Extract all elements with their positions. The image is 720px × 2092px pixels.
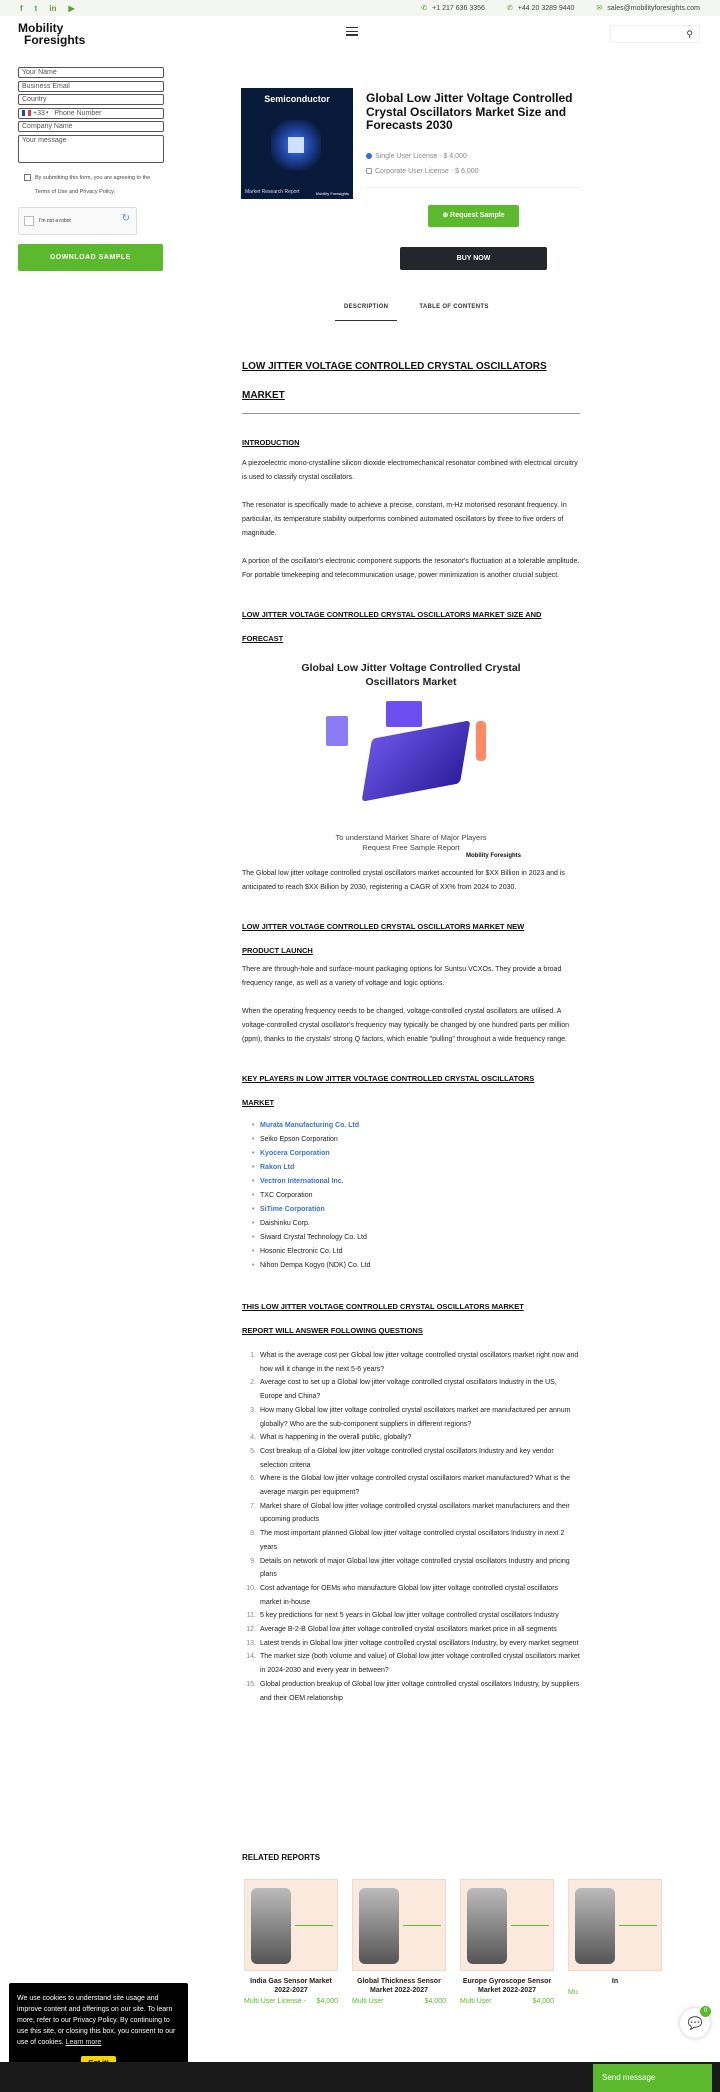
heading-rule — [242, 413, 580, 414]
launch-heading: LOW JITTER VOLTAGE CONTROLLED CRYSTAL OSCILLATORS MARKET NEW PRODUCT LAUNCH — [242, 922, 525, 955]
question-item: 2. Average cost to set up a Global low jitter voltage controlled crystal oscillators Industry in the US, Europe and China? — [242, 1376, 580, 1403]
chip-icon — [271, 120, 321, 170]
consent-checkbox[interactable] — [24, 174, 31, 181]
question-item: 15. Global production breakup of Global low jitter voltage controlled crystal oscillators Industry, by suppliers and their OEM relationship — [242, 1678, 580, 1705]
question-number: 15. — [246, 1680, 256, 1688]
intro-paragraph: A portion of the oscillator's electronic component supports the resonator's fluctuation at a tolerable amplitude. For portable timekeeping and telecommunication usage, power minimization is another crucial subject. — [242, 558, 580, 579]
product-title: Global Low Jitter Voltage Controlled Crystal Oscillators Market Size and Forecasts 2030 — [366, 91, 573, 132]
price: $4,000 — [316, 1998, 338, 2005]
report-thumbnail[interactable] — [460, 1879, 554, 1971]
question-number: 13. — [246, 1639, 256, 1647]
question-item: 6. Where is the Global low jitter voltage controlled crystal oscillators market manufactured? What is the average margin per equipment? — [242, 1472, 580, 1499]
launch-paragraph: When the operating frequency needs to be changed, voltage-controlled crystal oscillators are utilised. A voltage-controlled crystal oscillator's frequency may typically be changed by one hundred parts per million (ppm), thanks to the crystals' strong Q factors, which enable "pulling" throughout a wide frequency range. — [242, 1008, 570, 1043]
france-flag-icon[interactable] — [22, 110, 31, 116]
download-icon: ⊕ — [442, 212, 451, 219]
recaptcha[interactable]: I'm not a robot ↻ — [18, 207, 137, 235]
question-number: 9. — [250, 1557, 256, 1565]
question-number: 3. — [250, 1406, 256, 1414]
player-item[interactable]: • Rakon Ltd — [252, 1161, 580, 1175]
search-icon[interactable]: ⚲ — [686, 29, 693, 39]
report-thumbnail[interactable] — [568, 1879, 662, 1971]
license-label: Multi User — [352, 1998, 384, 2005]
player-item: • Seiko Epson Corporation — [252, 1133, 580, 1147]
question-number: 8. — [250, 1530, 256, 1538]
company-field[interactable]: Company Name — [18, 121, 164, 132]
size-paragraph: The Global low jitter voltage controlled crystal oscillators market accounted for $XX Billion in 2023 and is anticipated to reach $XX Billion by 2030, registering a CAGR of XX% from 2024 to 2030. — [242, 870, 565, 891]
license-corporate[interactable]: Corporate User License - $ 6,000 — [366, 168, 479, 175]
sample-request-form — [18, 67, 164, 271]
player-item: • Siward Crystal Technology Co. Ltd — [252, 1231, 580, 1245]
question-item: 14. The market size (both volume and value) of Global low jitter voltage controlled crystal oscillators market in 2024-2030 and every year in between? — [242, 1650, 580, 1677]
country-field[interactable]: Country — [18, 94, 164, 105]
question-number: 4. — [250, 1434, 256, 1442]
name-field[interactable]: Your Name — [18, 67, 164, 78]
related-report-title[interactable]: Global Thickness Sensor Market 2022-2027 — [357, 1978, 441, 1994]
site-logo[interactable]: Mobility Foresights — [18, 21, 86, 47]
twitter-icon[interactable]: t — [34, 3, 38, 13]
question-item: 9. Details on network of major Global low jitter voltage controlled crystal oscillators Industry and pricing plans — [242, 1555, 580, 1582]
tab-table-of-contents[interactable]: TABLE OF CONTENTS — [419, 304, 489, 310]
top-bar — [0, 0, 720, 16]
question-item: 4. What is happening in the overall public, globally? — [242, 1431, 580, 1445]
linkedin-icon[interactable]: in — [49, 3, 57, 13]
phone-icon: ✆ — [506, 5, 513, 12]
question-item: 8. The most important planned Global low jitter voltage controlled crystal oscillators Industry in next 2 years — [242, 1527, 580, 1554]
tab-description[interactable]: DESCRIPTION — [335, 304, 397, 321]
intro-heading: INTRODUCTION — [242, 438, 300, 447]
search-input[interactable] — [610, 25, 700, 43]
price: $4,000 — [532, 1998, 554, 2005]
recaptcha-icon: ↻ — [121, 212, 130, 224]
recaptcha-checkbox[interactable] — [24, 216, 34, 226]
report-description — [242, 352, 580, 1705]
player-item[interactable]: • Kyocera Corporation — [252, 1147, 580, 1161]
youtube-icon[interactable]: ▶ — [68, 3, 75, 13]
isometric-illustration — [366, 701, 466, 801]
player-item: • Nihon Dempa Kogyo (NDK) Co. Ltd — [252, 1259, 580, 1273]
divider — [366, 187, 581, 188]
radio-selected-icon[interactable] — [366, 153, 372, 159]
player-item[interactable]: • SiTime Corporation — [252, 1203, 580, 1217]
message-field[interactable]: Your message — [18, 135, 164, 163]
content-tabs — [335, 304, 489, 321]
questions-heading: THIS LOW JITTER VOLTAGE CONTROLLED CRYSTAL OSCILLATORS MARKET REPORT WILL ANSWER FOLLOWING QUESTIONS — [242, 1302, 524, 1335]
player-item: • Daishinku Corp. — [252, 1217, 580, 1231]
intro-paragraph: A piezoelectric mono-crystalline silicon dioxide electromechanical resonator combined with electrical circuitry is used to classify crystal oscillators. — [242, 460, 578, 481]
question-item: 3. How many Global low jitter voltage controlled crystal oscillators market are manufactured per annum globally? Who are the sub-component suppliers in different regions? — [242, 1404, 580, 1431]
radio-icon[interactable] — [366, 168, 372, 174]
players-list — [252, 1119, 580, 1273]
license-label: Multi User License - — [244, 1998, 306, 2005]
player-item: • Hosonic Electronic Co. Ltd — [252, 1245, 580, 1259]
report-cover: Semiconductor Market Research Report Mobility Foresights — [241, 88, 353, 199]
question-number: 2. — [250, 1379, 256, 1387]
license-single[interactable]: Single User License - $ 4,000 — [366, 153, 467, 160]
question-item: 1. What is the average cost per Global low jitter voltage controlled crystal oscillators market right now and how will it change in the next 5-6 years? — [242, 1349, 580, 1376]
phone-field[interactable]: +33 ▾ Phone Number — [18, 108, 164, 119]
social-links — [20, 4, 75, 13]
question-number: 14. — [246, 1653, 256, 1661]
intro-paragraph: The resonator is specifically made to achieve a precise, constant, m-Hz motorised resonant frequency. In particular, its temperature stability outperforms combined automated oscillators by three to five orders of magnitude. — [242, 502, 567, 537]
cookie-banner: We use cookies to understand site usage and improve content and offerings on our site. To learn more, refer to our Privacy Policy. By continuing to use this site, or closing this box, you consent to our use of cookies. Learn more — [9, 1983, 188, 2081]
phone-us[interactable]: ✆ +1 217 636 3356 — [421, 5, 485, 12]
market-infographic[interactable]: Global Low Jitter Voltage Controlled Crystal Oscillators Market To understand Market Share of Major Players Request Free Sample Report Mobility Foresights — [301, 662, 522, 859]
report-thumbnail[interactable] — [244, 1879, 338, 1971]
phone-uk[interactable]: ✆ +44 20 3289 9440 — [506, 5, 575, 12]
license-label: Mu — [568, 1989, 578, 1996]
player-item[interactable]: • Murata Manufacturing Co. Ltd — [252, 1119, 580, 1133]
sensor-image — [467, 1888, 507, 1964]
contact-info — [421, 4, 700, 12]
related-reports-carousel[interactable] — [242, 1879, 619, 2005]
launch-paragraph: There are through-hole and surface-mount packaging options for Suntsu VCXOs. They provide a broad frequency range, as well as a variety of voltage and logic options. — [242, 966, 562, 987]
phone-icon: ✆ — [421, 5, 428, 12]
question-number: 10. — [246, 1584, 256, 1592]
questions-list — [242, 1349, 580, 1705]
related-report-title[interactable]: Europe Gyroscope Sensor Market 2022-2027 — [462, 1978, 552, 1994]
question-item: 13. Latest trends in Global low jitter voltage controlled crystal oscillators Industry, by every market segment — [242, 1637, 580, 1651]
sensor-image — [251, 1888, 291, 1964]
menu-icon[interactable] — [346, 27, 358, 38]
chat-icon: 💬 — [687, 2016, 703, 2030]
site-header — [0, 22, 720, 52]
question-item: 7. Market share of Global low jitter voltage controlled crystal oscillators market manufacturers and their upcoming products — [242, 1500, 580, 1527]
sensor-image — [359, 1888, 399, 1964]
question-item: 11. 5 key predictions for next 5 years in Global low jitter voltage controlled crystal oscillators Industry — [242, 1609, 580, 1623]
request-sample-button[interactable]: ⊕ Request Sample — [428, 205, 519, 227]
question-item: 10. Cost advantage for OEMs who manufacture Global low jitter voltage controlled crystal oscillators market in-house — [242, 1582, 580, 1609]
related-report-title[interactable]: In — [611, 1978, 619, 1985]
related-report-card[interactable] — [568, 1879, 662, 1996]
question-number: 1. — [250, 1352, 256, 1359]
question-number: 7. — [250, 1502, 256, 1510]
email-field[interactable]: Business Email — [18, 81, 164, 92]
facebook-icon[interactable]: f — [20, 3, 23, 13]
chat-widget[interactable] — [680, 2008, 710, 2038]
chevron-down-icon[interactable]: ▾ — [45, 109, 49, 116]
chat-badge: 0 — [700, 2006, 711, 2017]
sensor-image — [575, 1888, 615, 1964]
question-number: 5. — [250, 1447, 256, 1455]
email-link[interactable]: ✉ sales@mobilityforesights.com — [596, 5, 700, 12]
question-item: 12. Average B-2-B Global low jitter voltage controlled crystal oscillators market price in all segments — [242, 1623, 580, 1637]
learn-more-link[interactable]: Learn more — [65, 2039, 102, 2046]
related-report-card[interactable] — [352, 1879, 446, 2005]
related-reports-title: RELATED REPORTS — [242, 1853, 321, 1862]
question-item: 5. Cost breakup of a Global low jitter voltage controlled crystal oscillators Industry and key vendor selection criteria — [242, 1445, 580, 1472]
consent-row — [18, 171, 164, 199]
report-thumbnail[interactable] — [352, 1879, 446, 1971]
question-number: 11. — [246, 1612, 256, 1620]
download-sample-button[interactable]: DOWNLOAD SAMPLE — [18, 244, 163, 271]
player-item[interactable]: • Vectron International Inc. — [252, 1175, 580, 1189]
related-report-card[interactable] — [460, 1879, 554, 2005]
question-number: 12. — [246, 1626, 256, 1634]
send-message-button[interactable]: Send message — [593, 2064, 712, 2092]
license-label: Multi User — [460, 1998, 492, 2005]
size-heading: LOW JITTER VOLTAGE CONTROLLED CRYSTAL OSCILLATORS MARKET SIZE AND FORECAST — [242, 610, 542, 643]
buy-now-button[interactable]: BUY NOW — [400, 247, 547, 270]
price: $4,000 — [424, 1998, 446, 2005]
player-item: • TXC Corporation — [252, 1189, 580, 1203]
related-report-card[interactable] — [244, 1879, 338, 2005]
mail-icon: ✉ — [596, 5, 603, 12]
question-number: 6. — [250, 1475, 256, 1483]
consent-text: By submitting this form, you are agreeing to the Terms of Use and Privacy Policy. — [35, 174, 151, 195]
related-report-title[interactable]: India Gas Sensor Market 2022-2027 — [250, 1978, 332, 1994]
main-heading: LOW JITTER VOLTAGE CONTROLLED CRYSTAL OSCILLATORS MARKET — [242, 361, 547, 401]
players-heading: KEY PLAYERS IN LOW JITTER VOLTAGE CONTROLLED CRYSTAL OSCILLATORS MARKET — [242, 1074, 535, 1107]
